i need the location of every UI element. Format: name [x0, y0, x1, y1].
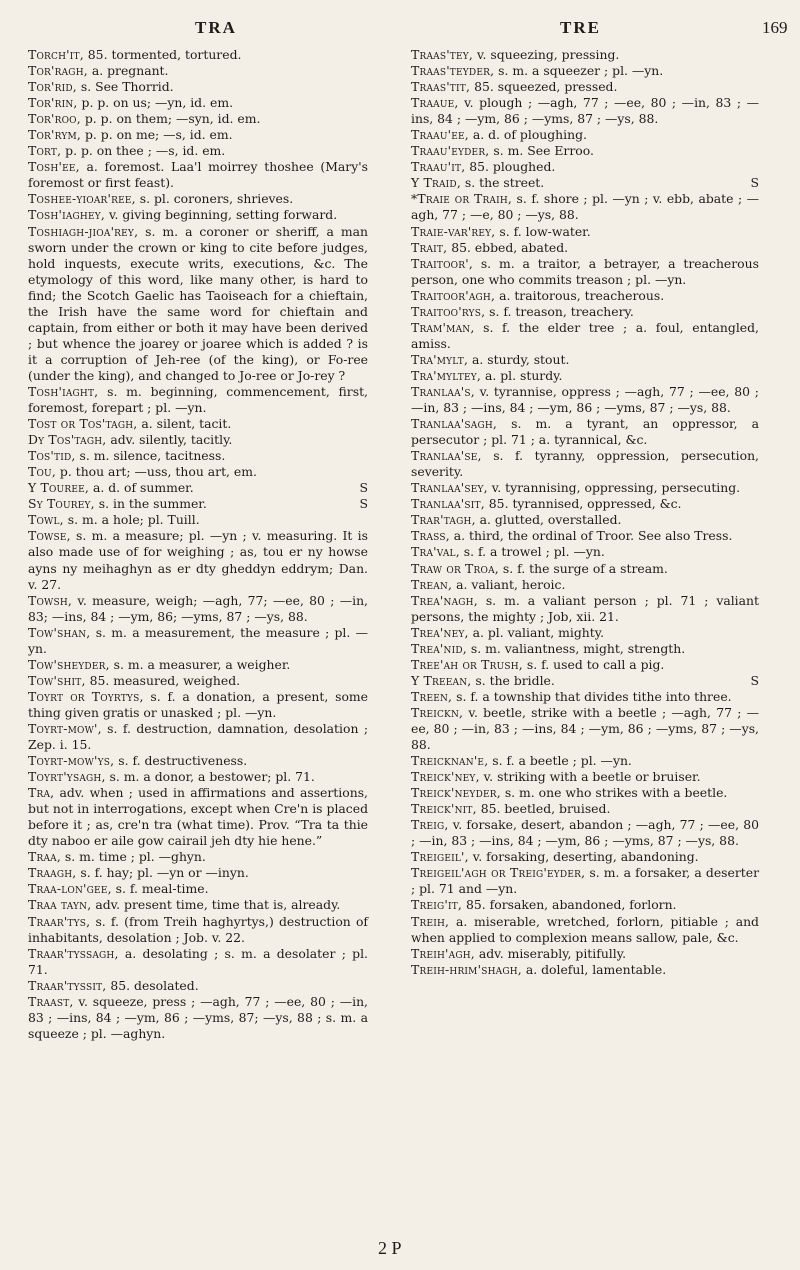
entry-headword: Tow'shit,: [28, 672, 86, 688]
entry-definition: v. squeezing, pressing.: [473, 47, 620, 62]
dictionary-entry: [411, 962, 759, 978]
dictionary-entry: [28, 111, 368, 127]
dictionary-entry: [411, 625, 759, 641]
running-head-right: TRE: [560, 18, 601, 37]
entry-headword: Trean,: [411, 576, 453, 592]
dictionary-entry: [411, 785, 759, 801]
entry-headword: Traitoor'agh,: [411, 287, 496, 303]
entry-headword: Treigeil',: [411, 849, 469, 865]
right-column: [411, 47, 759, 978]
dictionary-entry: [411, 159, 759, 175]
entry-headword: Tosh'iaght,: [28, 383, 99, 399]
dictionary-entry: [28, 978, 368, 994]
entry-definition: s. f. a township that divides tithe into three.: [452, 688, 732, 704]
entry-source-mark: S: [359, 480, 368, 496]
dictionary-entry: [411, 480, 759, 496]
entry-definition: s. m. one who strikes with a beetle.: [500, 785, 728, 801]
dictionary-entry: [411, 47, 759, 63]
dictionary-entry: [411, 849, 759, 865]
entry-headword: Traar'tyssagh,: [28, 945, 119, 961]
entry-headword: Traar'tys,: [28, 913, 91, 929]
entry-headword: Tor'roo,: [28, 111, 81, 127]
entry-source-mark: S: [750, 175, 759, 191]
entry-definition: s. f. a donation, a present, some thing given gratis or unasked ; pl. —yn.: [28, 688, 369, 720]
entry-headword: Tram'man,: [411, 319, 475, 335]
entry-headword: Trea'nid,: [411, 640, 467, 656]
entry-definition: s. f. the surge of a stream.: [498, 560, 668, 576]
entry-definition: a. foremost. Laa'l moirrey thoshee (Mary's foremost or first feast).: [28, 159, 368, 191]
entry-headword: Traie-var'rey,: [411, 223, 496, 239]
dictionary-entry: [411, 689, 759, 705]
dictionary-entry: [411, 593, 759, 625]
entry-headword: Treen,: [411, 688, 453, 704]
entry-headword: Toyrt'ysagh,: [28, 769, 106, 785]
dictionary-entry: [28, 143, 368, 159]
dictionary-entry: [28, 769, 368, 785]
entry-definition: a. doleful, lamentable.: [521, 961, 667, 977]
entry-definition: s. m. a measure; pl. —yn ; v. measuring. It is also made use of for weighing ; as, tou er ny howse ayns ny meihaghyn as er dty gheddyn eddrym; Dan. v. 27.: [28, 528, 368, 592]
entry-headword: Treig'it,: [411, 897, 463, 913]
entry-headword: Tra,: [28, 785, 55, 801]
entry-headword: Traast,: [28, 993, 74, 1009]
entry-headword: Tranlaa'sagh,: [411, 416, 498, 432]
entry-definition: 85. beetled, bruised.: [476, 801, 611, 817]
entry-definition: 85. tormented, tortured.: [83, 47, 242, 62]
dictionary-entry: [411, 914, 759, 946]
entry-headword: Y Touree,: [28, 480, 90, 496]
entry-definition: 85. desolated.: [106, 977, 199, 993]
entry-source-mark: S: [750, 672, 759, 688]
entry-headword: Traw or Troa,: [411, 560, 499, 576]
entry-headword: Treickn,: [411, 704, 464, 720]
dictionary-entry: [411, 753, 759, 769]
entry-definition: s. f. treason, treachery.: [485, 303, 634, 319]
dictionary-entry: [28, 721, 368, 753]
entry-headword: Toyrt or Toyrtys,: [28, 688, 144, 704]
entry-definition: s. m. a measurer, a weigher.: [109, 656, 291, 672]
entry-headword: Tra'mylt,: [411, 351, 469, 367]
entry-definition: s. m. a squeezer ; pl. —yn.: [494, 63, 664, 79]
dictionary-entry: [411, 320, 759, 352]
entry-definition: v. forsake, desert, abandon ; —agh, 77 ; —ee, 80 ; —in, 83 ; —ins, 84 ; —ym, 86 ; —yms, 87 ; —ys, 88.: [411, 817, 759, 849]
entry-headword: Traas'tit,: [411, 79, 471, 95]
entry-definition: v. tyrannise, oppress ; —agh, 77 ; —ee, 80 ; —in, 83 ; —ins, 84 ; —ym, 86 ; —yms, 87 ; —ys, 88.: [411, 383, 759, 416]
entry-headword: *Traie or Traih,: [411, 191, 513, 207]
entry-headword: Treih,: [411, 913, 450, 929]
entry-definition: 85. ploughed.: [465, 159, 556, 175]
dictionary-entry: [28, 63, 368, 79]
entry-definition: a. pl. sturdy.: [481, 367, 563, 383]
dictionary-entry: [411, 561, 759, 577]
dictionary-entry: [411, 496, 759, 512]
entry-definition: 85. measured, weighed.: [85, 672, 241, 688]
entry-definition: v. tyrannising, oppressing, persecuting.: [487, 480, 741, 496]
dictionary-entry: [28, 496, 368, 512]
dictionary-entry: [28, 448, 368, 464]
dictionary-entry: [28, 849, 368, 865]
entry-definition: s. m. a measurement, the measure ; pl. —yn.: [28, 624, 368, 656]
dictionary-entry: [411, 544, 759, 560]
entry-definition: s. f. shore ; pl. —yn ; v. ebb, abate ; —agh, 77 ; —e, 80 ; —ys, 88.: [411, 191, 759, 223]
entry-definition: s. f. destructiveness.: [114, 753, 248, 769]
entry-headword: Traitoor',: [411, 255, 473, 271]
entry-headword: Tor'ragh,: [28, 63, 88, 79]
entry-definition: 85. tyrannised, oppressed, &c.: [484, 496, 682, 512]
entry-definition: p. p. on us; —yn, id. em.: [77, 95, 234, 111]
entry-definition: s. f. a beetle ; pl. —yn.: [488, 753, 632, 769]
dictionary-entry: [28, 480, 368, 496]
dictionary-entry: [28, 753, 368, 769]
entry-definition: s. m. a valiant person ; pl. 71 ; valiant persons, the mighty ; Job, xii. 21.: [411, 592, 759, 624]
entry-headword: Tra'myltey,: [411, 367, 481, 383]
dictionary-entry: [411, 384, 759, 416]
dictionary-entry: [411, 240, 759, 256]
dictionary-entry: [411, 368, 759, 384]
entry-headword: Tranlaa'sit,: [411, 496, 485, 512]
dictionary-entry: [28, 865, 368, 881]
entry-definition: p. thou art; —uss, thou art, em.: [55, 464, 257, 480]
entry-definition: s. m. silence, tacitness.: [75, 448, 226, 464]
dictionary-entry: [28, 95, 368, 111]
dictionary-entry: [28, 191, 368, 207]
entry-definition: s. m. See Erroo.: [489, 143, 594, 159]
dictionary-entry: [411, 416, 759, 448]
entry-headword: Traa,: [28, 849, 61, 865]
entry-headword: Dy Tos'tagh,: [28, 432, 107, 448]
dictionary-entry: [411, 127, 759, 143]
entry-definition: s. f. a trowel ; pl. —yn.: [459, 544, 605, 560]
entry-headword: Treigeil'agh or Treig'eyder,: [411, 865, 586, 881]
entry-headword: Sy Tourey,: [28, 496, 95, 512]
entry-headword: Tosh'iaghey,: [28, 207, 106, 223]
entry-headword: Toshee-yioar'ree,: [28, 191, 136, 207]
entry-definition: a. glutted, overstalled.: [475, 512, 622, 528]
entry-definition: s. m. valiantness, might, strength.: [466, 640, 686, 656]
dictionary-entry: [411, 304, 759, 320]
dictionary-entry: [28, 593, 368, 625]
dictionary-entry: [411, 143, 759, 159]
entry-headword: Tranlaa's,: [411, 383, 475, 399]
entry-definition: v. squeeze, press ; —agh, 77 ; —ee, 80 ; —in, 83 ; —ins, 84 ; —ym, 86 ; —yms, 87; —ys, 88 ; s. m. a squeeze ; pl. —aghyn.: [28, 993, 368, 1041]
entry-definition: s. m. a coroner or sheriff, a man sworn under the crown or king to cite before judges, hold inquests, execute writs, executions, &c. The etymology of this word, like many other, is hard to find; the Scotch Gaelic has Taoiseach for a chieftain, the Irish have the same word for chieftain and captain, from either or both it may have been derived ; but whence the joarey or joaree which is added ? is it a corruption of Jeh-ree (of the king), or Fo-ree (under the king), and changed to Jo-ree or Jo-rey ?: [28, 223, 368, 383]
entry-definition: p. p. on them; —syn, id. em.: [80, 111, 261, 127]
entry-headword: Traau'ee,: [411, 127, 469, 143]
entry-definition: a. valiant, heroic.: [452, 576, 566, 592]
entry-headword: Treih'agh,: [411, 945, 475, 961]
entry-definition: s. m. a traitor, a betrayer, a treacherous person, one who commits treason ; pl. —yn.: [411, 255, 759, 287]
entry-definition: a. traitorous, treacherous.: [495, 287, 665, 303]
entry-headword: Traitoo'rys,: [411, 303, 486, 319]
page-number: 169: [762, 18, 788, 37]
dictionary-entry: [411, 288, 759, 304]
running-head-left: TRA: [195, 18, 237, 37]
dictionary-entry: [411, 657, 759, 673]
dictionary-entry: [411, 512, 759, 528]
dictionary-entry: [28, 625, 368, 657]
dictionary-entry: [411, 528, 759, 544]
entry-definition: s. m. a donor, a bestower; pl. 71.: [105, 769, 315, 785]
entry-headword: Toshiagh-jioa'rey,: [28, 223, 139, 239]
dictionary-entry: [28, 785, 368, 849]
entry-definition: adv. silently, tacitly.: [106, 432, 233, 448]
dictionary-entry: [28, 881, 368, 897]
dictionary-entry: [28, 946, 368, 978]
dictionary-entry: [411, 817, 759, 849]
entry-definition: 85. forsaken, abandoned, forlorn.: [462, 897, 677, 913]
entry-headword: Y Traid,: [411, 175, 461, 191]
entry-headword: Traau'it,: [411, 159, 466, 175]
dictionary-entry: [28, 673, 368, 689]
entry-headword: Traa-lon'gee,: [28, 881, 112, 897]
entry-definition: s. the street.: [460, 175, 545, 191]
dictionary-entry: [28, 207, 368, 223]
entry-headword: Treick'ney,: [411, 769, 480, 785]
entry-headword: Tow'shan,: [28, 624, 91, 640]
entry-definition: p. p. on me; —s, id. em.: [81, 127, 233, 143]
entry-definition: s. f. used to call a pig.: [522, 656, 665, 672]
dictionary-entry: [411, 897, 759, 913]
entry-headword: Towsh,: [28, 592, 73, 608]
entry-definition: s. f. hay; pl. —yn or —inyn.: [76, 865, 249, 881]
dictionary-entry: [28, 657, 368, 673]
dictionary-entry: [28, 384, 368, 416]
entry-definition: s. m. beginning, commencement, first, foremost, forepart ; pl. —yn.: [28, 383, 368, 416]
entry-definition: a. third, the ordinal of Troor. See also Tress.: [449, 528, 733, 544]
entry-headword: Treicknan'e,: [411, 753, 489, 769]
entry-definition: v. beetle, strike with a beetle ; —agh, 77 ; —ee, 80 ; —in, 83 ; —ins, 84 ; —ym, 86 ; —yms, 87 ; —ys, 88.: [411, 704, 759, 753]
entry-headword: Tra'val,: [411, 544, 460, 560]
entry-definition: a. sturdy, stout.: [468, 351, 570, 367]
dictionary-entry: [28, 79, 368, 95]
entry-headword: Tort,: [28, 143, 62, 159]
dictionary-entry: [411, 63, 759, 79]
entry-headword: Tranlaa'se,: [411, 448, 482, 464]
entry-definition: a. pl. valiant, mighty.: [468, 624, 605, 640]
entry-headword: Traau'eyder,: [411, 143, 490, 159]
entry-definition: a. d. of ploughing.: [468, 127, 587, 143]
entry-definition: s. m. time ; pl. —ghyn.: [60, 849, 206, 865]
entry-definition: v. striking with a beetle or bruiser.: [479, 769, 701, 785]
entry-definition: a. miserable, wretched, forlorn, pitiable ; and when applied to complexion means sallow, pale, &c.: [411, 913, 759, 945]
dictionary-entry: [28, 512, 368, 528]
entry-definition: 85. squeezed, pressed.: [470, 79, 618, 95]
entry-headword: Traar'tyssit,: [28, 977, 107, 993]
dictionary-entry: [411, 191, 759, 223]
dictionary-entry: [411, 224, 759, 240]
dictionary-entry: [28, 432, 368, 448]
dictionary-entry: [411, 352, 759, 368]
entry-definition: v. measure, weigh; —agh, 77; —ee, 80 ; —in, 83; —ins, 84 ; —ym, 86; —yms, 87 ; —ys, 88.: [28, 592, 368, 624]
entry-definition: v. forsaking, deserting, abandoning.: [468, 849, 699, 865]
entry-definition: s. the bridle.: [471, 672, 555, 688]
entry-headword: Tou,: [28, 464, 56, 480]
entry-headword: Treick'nit,: [411, 801, 477, 817]
entry-headword: Traas'tey,: [411, 47, 474, 62]
entry-headword: Treick'neyder,: [411, 785, 501, 801]
entry-definition: s. m. a hole; pl. Tuill.: [63, 512, 200, 528]
entry-headword: Tor'rid,: [28, 79, 77, 95]
entry-definition: s. f. meal-time.: [111, 881, 209, 897]
dictionary-entry: [411, 641, 759, 657]
entry-definition: adv. present time, time that is, already.: [91, 897, 341, 913]
entry-headword: Tos'tid,: [28, 448, 76, 464]
entry-definition: s. in the summer.: [94, 496, 207, 512]
entry-definition: s. f. the elder tree ; a. foul, entangled, amiss.: [411, 319, 759, 351]
dictionary-entry: [411, 705, 759, 753]
dictionary-entry: [411, 448, 759, 480]
dictionary-entry: [28, 224, 368, 384]
entry-headword: Trait,: [411, 239, 448, 255]
dictionary-entry: [411, 175, 759, 191]
dictionary-entry: [411, 79, 759, 95]
signature-mark: 2 P: [378, 1238, 402, 1258]
dictionary-entry: [28, 528, 368, 592]
dictionary-entry: [28, 464, 368, 480]
dictionary-entry: [411, 577, 759, 593]
entry-headword: Traaue,: [411, 95, 459, 111]
entry-headword: Tow'sheyder,: [28, 656, 110, 672]
entry-headword: Tost or Tos'tagh,: [28, 416, 138, 432]
dictionary-entry: [411, 769, 759, 785]
entry-definition: adv. miserably, pitifully.: [474, 945, 627, 961]
entry-headword: Towl,: [28, 512, 64, 528]
entry-definition: s. f. tyranny, oppression, persecution, severity.: [411, 448, 759, 480]
dictionary-entry: [411, 801, 759, 817]
entry-source-mark: S: [359, 496, 368, 512]
entry-definition: s. m. a tyrant, an oppressor, a persecutor ; pl. 71 ; a. tyrannical, &c.: [411, 416, 759, 448]
entry-headword: Towse,: [28, 528, 71, 544]
entry-definition: 85. ebbed, abated.: [447, 239, 569, 255]
entry-headword: Tosh'ee,: [28, 159, 80, 175]
entry-definition: s. m. a forsaker, a deserter ; pl. 71 and —yn.: [411, 865, 759, 897]
entry-headword: Traa tayn,: [28, 897, 92, 913]
entry-definition: s. pl. coroners, shrieves.: [135, 191, 294, 207]
entry-headword: Toyrt-mow',: [28, 720, 102, 736]
dictionary-entry: [28, 689, 368, 721]
entry-definition: p. p. on thee ; —s, id. em.: [61, 143, 226, 159]
entry-definition: a. silent, tacit.: [137, 416, 232, 432]
entry-headword: Toyrt-mow'ys,: [28, 753, 115, 769]
dictionary-entry: [28, 127, 368, 143]
entry-headword: Y Treean,: [411, 672, 472, 688]
entry-headword: Torch'it,: [28, 47, 84, 62]
entry-headword: Treih-hrim'shagh,: [411, 961, 522, 977]
entry-headword: Tor'rym,: [28, 127, 82, 143]
dictionary-entry: [411, 865, 759, 897]
entry-definition: s. f. (from Treih haghyrtys,) destruction of inhabitants, desolation ; Job. v. 22.: [28, 913, 368, 945]
entry-definition: s. See Thorrid.: [76, 79, 174, 95]
entry-definition: s. f. low-water.: [495, 223, 591, 239]
entry-headword: Traagh,: [28, 865, 77, 881]
dictionary-entry: [28, 159, 368, 191]
entry-headword: Tree'ah or Trush,: [411, 656, 523, 672]
dictionary-entry: [411, 95, 759, 127]
entry-headword: Trar'tagh,: [411, 512, 476, 528]
entry-definition: v. giving beginning, setting forward.: [105, 207, 338, 223]
entry-definition: s. f. destruction, damnation, desolation ; Zep. i. 15.: [28, 720, 368, 753]
dictionary-entry: [411, 946, 759, 962]
dictionary-entry: [411, 673, 759, 689]
entry-definition: a. desolating ; s. m. a desolater ; pl. 71.: [28, 945, 368, 977]
dictionary-entry: [28, 994, 368, 1042]
entry-headword: Trass,: [411, 528, 450, 544]
entry-headword: Trea'ney,: [411, 624, 469, 640]
entry-definition: adv. when ; used in affirmations and assertions, but not in interrogations, except when Cre'n is placed before it ; as, cre'n tra (what time). Prov. “Tra ta thie dty naboo er aile gow cairail jeh dty hie hene.”: [28, 785, 368, 849]
dictionary-entry: [28, 47, 368, 63]
entry-definition: v. plough ; —agh, 77 ; —ee, 80 ; —in, 83 ; —ins, 84 ; —ym, 86 ; —yms, 87 ; —ys, 88.: [411, 95, 759, 127]
entry-headword: Traas'teyder,: [411, 63, 495, 79]
dictionary-entry: [28, 914, 368, 946]
entry-headword: Tranlaa'sey,: [411, 480, 488, 496]
entry-headword: Tor'rin,: [28, 95, 78, 111]
dictionary-entry: [28, 897, 368, 913]
entry-definition: a. d. of summer.: [89, 480, 194, 496]
dictionary-entry: [28, 416, 368, 432]
entry-headword: Trea'nagh,: [411, 592, 478, 608]
entry-definition: a. pregnant.: [87, 63, 169, 79]
entry-headword: Treig,: [411, 817, 449, 833]
left-column: [28, 47, 368, 1042]
dictionary-entry: [411, 256, 759, 288]
